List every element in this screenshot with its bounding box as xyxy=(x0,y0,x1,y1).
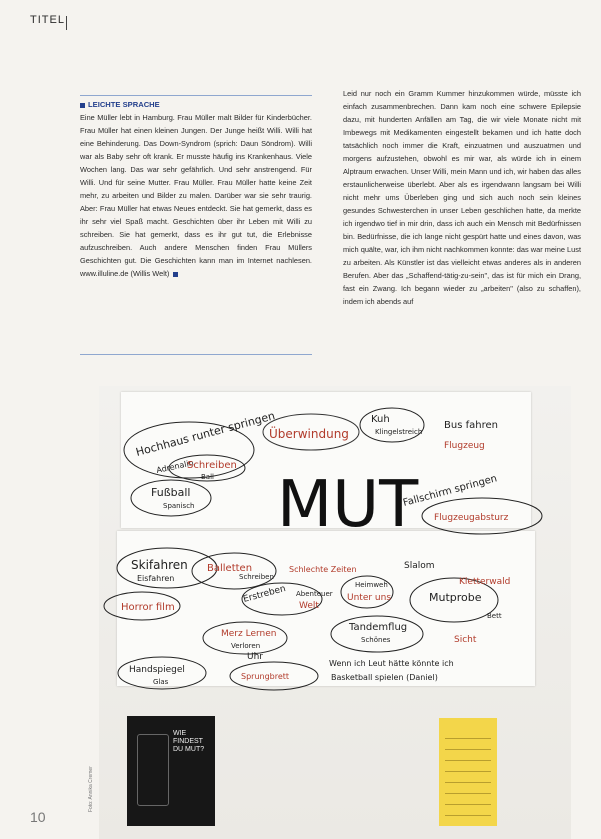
svg-text:Welt: Welt xyxy=(299,601,319,611)
svg-text:Kletterwald: Kletterwald xyxy=(459,577,511,587)
svg-text:Spanisch: Spanisch xyxy=(163,502,195,510)
svg-text:Unter uns: Unter uns xyxy=(347,593,392,603)
box-bottom-rule xyxy=(80,354,312,355)
svg-text:Klingelstreich: Klingelstreich xyxy=(375,428,423,436)
svg-text:Schreiben: Schreiben xyxy=(239,573,274,581)
svg-text:Glas: Glas xyxy=(153,678,169,686)
svg-text:Bett: Bett xyxy=(487,612,502,620)
black-poster xyxy=(127,716,215,826)
article-column xyxy=(343,87,581,308)
svg-text:Verloren: Verloren xyxy=(231,642,261,650)
svg-text:Mutprobe: Mutprobe xyxy=(429,591,482,604)
svg-text:Bus fahren: Bus fahren xyxy=(444,420,498,431)
article-text: Leid nur noch ein Gramm Kummer hinzukommen würde, müsste ich einfach zusammenbrechen. Dann kam noch eine schwere Epilepsie dazu, mit hunderten Anfällen am Tag, die wir viele Monate nicht mit Imbewegs mit Medikamenten eingestellt bekamen und ich hatte doch tatsächlich noch immer die Kraft, einzuatmen und auszuatmen und morgens aufzustehen, obwohl es mir war, als würde ich in einem Alptraum erwachen. Unser Willi, mein Mann und ich, wir haben das alles erstaunlicherweise überlebt. Aber als es irgendwann langsam bei Willi nicht mehr ums Überleben ging und sich auch noch sein kleines gesundes Schwesterchen in unser Leben geschlichen hatte, da merkte ich irgendwo tief in mir drin, dass ich auch ein Mensch mit Bedürfnissen bin. Bedürfnisse, die ich lange nicht gespürt hatte und eines davon, was mich quälte, war, ich ihm nicht nachkommen konnte: das war meine Lust zu arbeiten. Als Künstler ist das vielleicht etwas anderes als in anderen Berufen. Aber das „Schaffend-tätig-zu-sein", das ist für mich ein Drang, fast ein Zwang. Ich begann wieder zu „arbeiten" (also zu schaffen), indem ich abends auf xyxy=(343,89,581,306)
svg-text:Balletten: Balletten xyxy=(207,563,253,574)
svg-text:Flugzeug: Flugzeug xyxy=(444,441,485,451)
poster-text: WIE FINDEST DU MUT? xyxy=(173,730,205,753)
page-number: 10 xyxy=(30,809,46,825)
svg-text:Sicht: Sicht xyxy=(454,635,477,645)
svg-text:Heimweh: Heimweh xyxy=(355,581,388,589)
svg-text:Flugzeugabsturz: Flugzeugabsturz xyxy=(434,513,509,523)
end-mark-icon xyxy=(173,272,178,277)
easy-language-kicker: LEICHTE SPRACHE xyxy=(80,98,312,111)
svg-text:Eisfahren: Eisfahren xyxy=(137,574,175,583)
svg-text:Kuh: Kuh xyxy=(371,414,390,425)
whiteboard-photo xyxy=(99,386,571,839)
svg-text:Hochhaus runter springen: Hochhaus runter springen xyxy=(134,409,277,459)
svg-text:Sprungbrett: Sprungbrett xyxy=(241,672,290,681)
yellow-note xyxy=(439,718,497,826)
svg-text:Schlechte Zeiten: Schlechte Zeiten xyxy=(289,565,357,574)
svg-text:Schönes: Schönes xyxy=(361,636,391,644)
svg-text:Ball: Ball xyxy=(201,473,214,481)
svg-text:Fallschirm springen: Fallschirm springen xyxy=(401,473,499,509)
svg-text:Abenteuer: Abenteuer xyxy=(296,590,333,598)
svg-text:Basketball spielen (Daniel): Basketball spielen (Daniel) xyxy=(331,673,438,682)
center-word: MUT xyxy=(277,468,419,542)
section-title: TITEL xyxy=(30,14,65,26)
svg-text:Überwindung: Überwindung xyxy=(269,427,349,441)
easy-language-box xyxy=(80,98,312,280)
svg-text:Erstreben: Erstreben xyxy=(242,583,287,605)
poster-illustration xyxy=(137,734,169,806)
svg-text:Adrenalin: Adrenalin xyxy=(155,458,195,475)
svg-text:Horror film: Horror film xyxy=(121,602,175,613)
svg-text:Slalom: Slalom xyxy=(404,561,435,571)
svg-text:Skifahren: Skifahren xyxy=(131,558,188,572)
svg-text:Schreiben: Schreiben xyxy=(187,460,237,471)
svg-text:Wenn ich Leut hätte könnte ich: Wenn ich Leut hätte könnte ich xyxy=(329,659,454,668)
svg-text:Merz Lernen: Merz Lernen xyxy=(221,629,277,639)
svg-text:Tandemflug: Tandemflug xyxy=(349,622,408,633)
svg-text:Fußball: Fußball xyxy=(151,486,191,499)
box-top-rule xyxy=(80,95,312,96)
photo-credit: Foto: Annika Cremer xyxy=(88,766,94,812)
easy-language-text: Eine Müller lebt in Hamburg. Frau Müller malt Bilder für Kinderbücher. Frau Müller hat einen kleinen Jungen. Der Junge heißt Willi. Willi hat eine Behinderung. Das Down-Syndrom (sprich: Daun Söndrom). Willi war als Baby sehr oft krank. Er musste häufig ins Krankenhaus. Viele Wochen lang. Das war sehr gefährlich. Und sehr anstrengend. Für Willi. Und für seine Mutter. Frau Müller. Frau Müller hatte keine Zeit mehr, zu arbeiten und Bilder zu malen. Darüber war sie sehr traurig. Aber: Frau Müller hat etwas Neues entdeckt. Sie hat gemerkt, dass es ihr sehr viel Spaß macht. Geschichten über ihr Leben mit Willi zu schreiben. Sie hat gemerkt, dass es ihr gut tut, die Erlebnisse aufzuschreiben. Auch andere Menschen finden Frau Müllers Geschichten gut. Die Geschichten kann man im Internet nachlesen. www.illuline.de (Willis Welt) xyxy=(80,113,312,278)
svg-text:Handspiegel: Handspiegel xyxy=(129,665,185,675)
note-lines xyxy=(445,728,491,816)
svg-text:Uhr: Uhr xyxy=(247,652,263,662)
header-rule xyxy=(66,16,67,30)
